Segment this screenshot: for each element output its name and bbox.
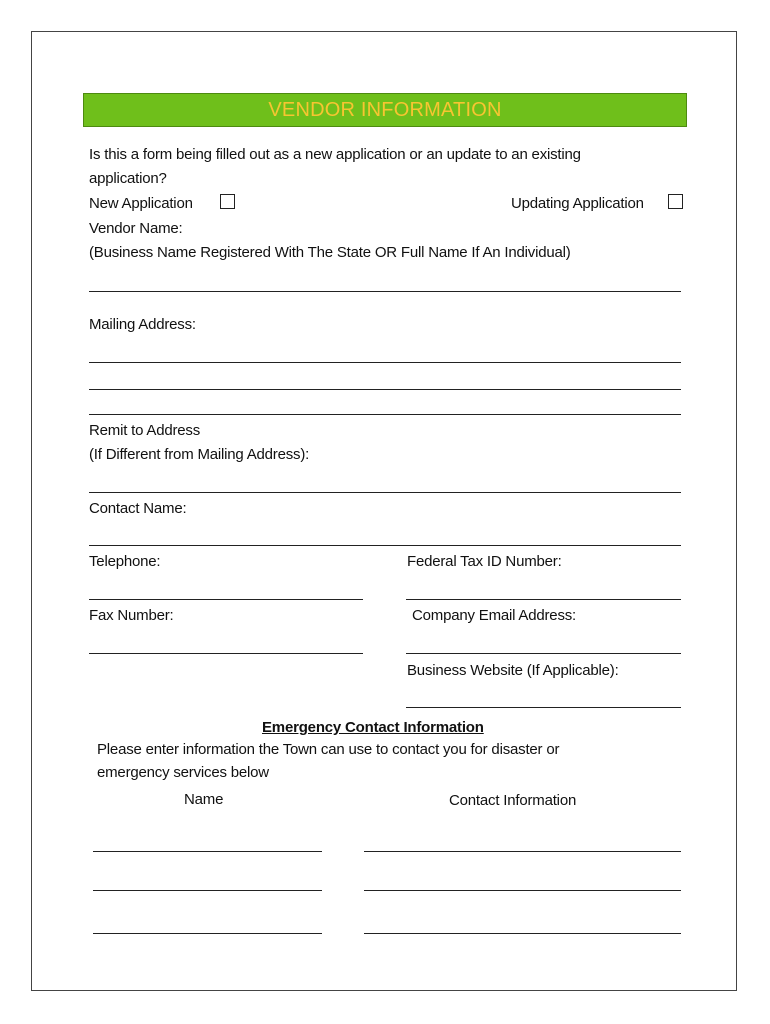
- emergency-contact-field-1[interactable]: [364, 851, 681, 852]
- company-email-label: Company Email Address:: [412, 607, 577, 624]
- telephone-field[interactable]: [89, 599, 363, 600]
- telephone-label: Telephone:: [89, 553, 161, 570]
- emergency-column-contact: Contact Information: [449, 792, 577, 809]
- contact-name-label: Contact Name:: [89, 500, 187, 517]
- emergency-column-name: Name: [184, 791, 224, 808]
- vendor-name-label: Vendor Name:: [89, 220, 183, 237]
- remit-address-label: Remit to Address: [89, 422, 201, 439]
- mailing-address-field-2[interactable]: [89, 389, 681, 390]
- emergency-contact-field-3[interactable]: [364, 933, 681, 934]
- fax-number-field[interactable]: [89, 653, 363, 654]
- emergency-instructions-line2: emergency services below: [97, 764, 269, 781]
- new-application-checkbox[interactable]: [220, 194, 235, 209]
- contact-name-field[interactable]: [89, 545, 681, 546]
- federal-tax-id-label: Federal Tax ID Number:: [407, 553, 562, 570]
- application-question-line1: Is this a form being filled out as a new application or an update to an existing: [89, 146, 581, 163]
- vendor-name-note: (Business Name Registered With The State OR Full Name If An Individual): [89, 244, 571, 261]
- emergency-name-field-1[interactable]: [93, 851, 322, 852]
- mailing-address-field-1[interactable]: [89, 362, 681, 363]
- federal-tax-id-field[interactable]: [406, 599, 681, 600]
- fax-number-label: Fax Number:: [89, 607, 174, 624]
- mailing-address-field-3[interactable]: [89, 414, 681, 415]
- vendor-information-banner: VENDOR INFORMATION: [83, 93, 687, 127]
- new-application-label: New Application: [89, 195, 193, 212]
- company-email-field[interactable]: [406, 653, 681, 654]
- business-website-field[interactable]: [406, 707, 681, 708]
- application-question-line2: application?: [89, 170, 167, 187]
- emergency-contact-heading: Emergency Contact Information: [262, 719, 484, 736]
- business-website-label: Business Website (If Applicable):: [407, 662, 619, 679]
- updating-application-checkbox[interactable]: [668, 194, 683, 209]
- emergency-name-field-3[interactable]: [93, 933, 322, 934]
- remit-address-note: (If Different from Mailing Address):: [89, 446, 310, 463]
- emergency-contact-field-2[interactable]: [364, 890, 681, 891]
- mailing-address-label: Mailing Address:: [89, 316, 196, 333]
- vendor-name-field[interactable]: [89, 291, 681, 292]
- remit-address-field[interactable]: [89, 492, 681, 493]
- emergency-instructions-line1: Please enter information the Town can use to contact you for disaster or: [97, 741, 560, 758]
- updating-application-label: Updating Application: [511, 195, 644, 212]
- emergency-name-field-2[interactable]: [93, 890, 322, 891]
